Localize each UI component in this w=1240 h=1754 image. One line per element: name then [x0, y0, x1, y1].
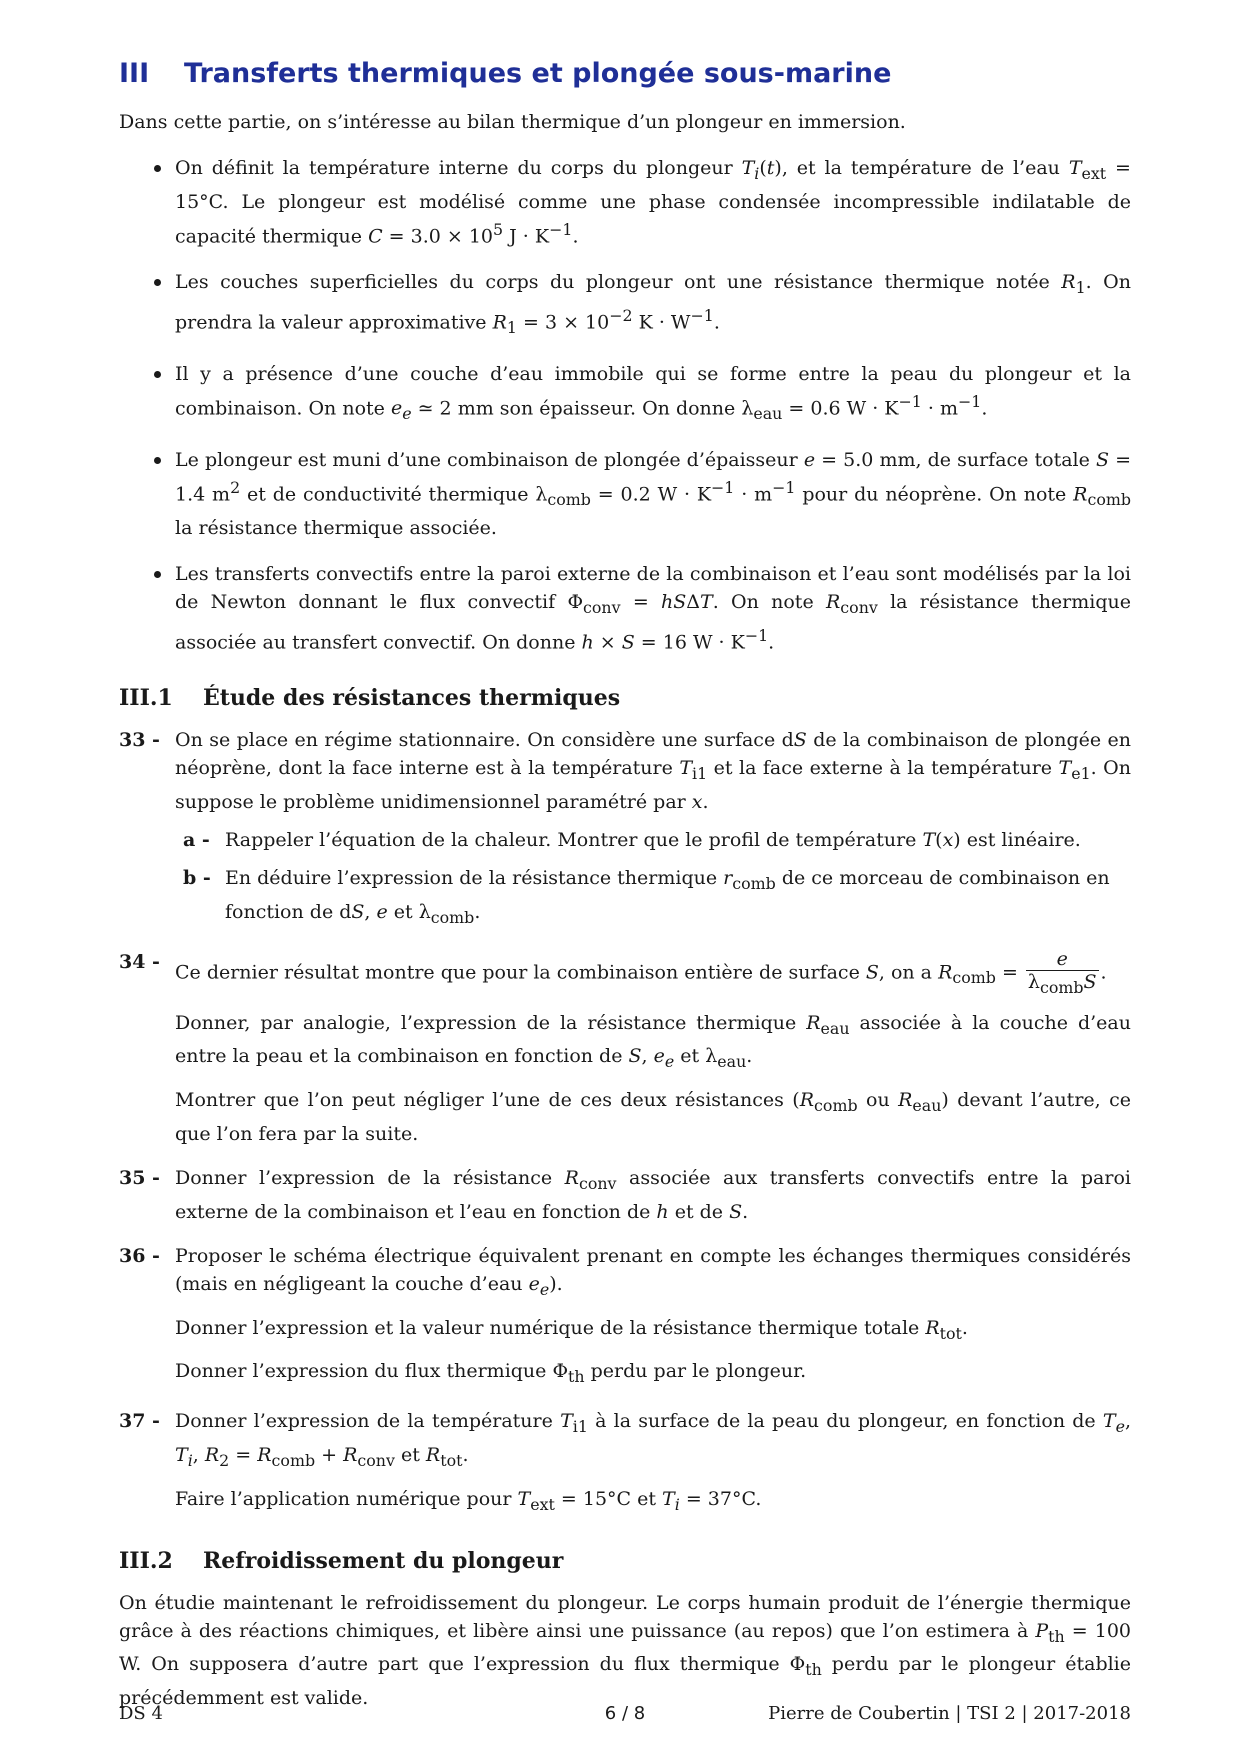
- list-item: Les couches superficielles du corps du plongeur ont une résistance thermique notée $R_1$. On prendra la valeur approximative $R_1 = 3 \times 10^{-2}$ $K \cdot W^{-1}$.: [119, 268, 1131, 342]
- list-item: Les transferts convectifs entre la paroi externe de la combinaison et l’eau sont modélisés par la loi de Newton donnant le flux convectif $\Phi_{conv} = hS\Delta T$. On note $R_{conv}$ la résistance thermique associée au transfert convectif. On donne h × S = 16 $W \cdot K^{-1}$.: [119, 560, 1131, 656]
- section-heading: [119, 54, 1131, 94]
- footer-left: DS 4: [119, 1703, 163, 1724]
- subsection-heading-1: III.1 Étude des résistances thermiques: [119, 685, 621, 712]
- footer-right: Pierre de Coubertin | TSI 2 | 2017-2018: [768, 1703, 1131, 1724]
- question-34: 34 - Ce dernier résultat montre que pour la combinaison entière de surface S, on a $R_{comb}$ = $\frac{e}{\lambda_{comb}S}$ . Donner, par analogie, l’expression de la résistance thermique $R_{eau}$ associée à la couche d’eau entre la peau et la combinaison en fonction de S, $e_e$ et $\lambda_{eau}$. Montrer que l’on peut négliger l’une de ces deux résistances ($R_{comb}$ ou $R_{eau}$) devant l’autre, ce que l’on fera par la suite.: [119, 947, 1131, 1145]
- list-item: Il y a présence d’une couche d’eau immobile qui se forme entre la peau du plongeur et la combinaison. On note $e_e$ ≃ 2 mm son épaisseur. On donne $\lambda_{eau} = 0.6$ $W \cdot K^{-1} \cdot m^{-1}$.: [119, 360, 1131, 428]
- question-36: 36 - Proposer le schéma électrique équivalent prenant en compte les échanges thermiques considérés (mais en négligeant la couche d’eau $e_e$). Donner l’expression et la valeur numérique de la résistance thermique totale $R_{tot}$. Donner l’expression du flux thermique $\Phi_{th}$ perdu par le plongeur.: [119, 1244, 1131, 1387]
- hypotheses-list: [119, 154, 1131, 656]
- section-title: Transferts thermiques et plongée sous-marine: [184, 58, 892, 89]
- question-33a: a - Rappeler l’équation de la chaleur. Montrer que le profil de température T(x) est linéaire.: [183, 829, 1081, 852]
- final-paragraph: On étudie maintenant le refroidissement du plongeur. Le corps humain produit de l’énergie thermique grâce à des réactions chimiques, et libère ainsi une puissance (au repos) que l’on estimera à $P_{th} = 100$ W. On supposera d’autre part que l’expression du flux thermique $\Phi_{th}$ perdu par le plongeur établie précédemment est valide.: [119, 1591, 1131, 1710]
- subsection-heading-2: III.2 Refroidissement du plongeur: [119, 1547, 564, 1574]
- question-33b: b - En déduire l’expression de la résistance thermique $r_{comb}$ de ce morceau de combinaison en fonction de dS, e et $\lambda_{comb}$.: [183, 867, 1110, 927]
- page-number: 6 / 8: [604, 1703, 646, 1724]
- question-35: 35 - Donner l’expression de la résistance $R_{conv}$ associée aux transferts convectifs entre la paroi externe de la combinaison et l’eau en fonction de h et de S.: [119, 1167, 1131, 1223]
- section-number: III: [119, 58, 150, 89]
- question-37: 37 - Donner l’expression de la température $T_{i1}$ à la surface de la peau du plongeur, en fonction de $T_e$, $T_i$, $R_2 = R_{comb} + R_{conv}$ et $R_{tot}$. Faire l’application numérique pour $T_{ext} = 15^\circ C$ et $T_i = 37^\circ C$.: [119, 1410, 1131, 1514]
- page-footer: [119, 1700, 1131, 1728]
- list-item: Le plongeur est muni d’une combinaison de plongée d’épaisseur e = 5.0 mm, de surface totale S = 1.4 $m^2$ et de conductivité thermique $\lambda_{comb} = 0.2$ $W \cdot K^{-1} \cdot m^{-1}$ pour du néoprène. On note $R_{comb}$ la résistance thermique associée.: [119, 446, 1131, 542]
- list-item: On définit la température interne du corps du plongeur $T_i(t)$, et la température de l’eau $T_{ext} = 15^\circ C$. Le plongeur est modélisé comme une phase condensée incompressible indilatable de capacité thermique $C = 3.0 \times 10^5$ $J \cdot K^{-1}$.: [119, 154, 1131, 250]
- question-33: 33 - On se place en régime stationnaire. On considère une surface dS de la combinaison de plongée en néoprène, dont la face interne est à la température $T_{i1}$ et la face externe à la température $T_{e1}$. On suppose le problème unidimensionnel paramétré par x. a - Rappeler l’équation de la chaleur. Montrer que le profil de température T(x) est linéaire. b - En déduire l’expression de la résistance thermique $r_{comb}$ de ce morceau de combinaison en fonction de dS, e et $\lambda_{comb}$.: [119, 726, 1131, 931]
- intro-paragraph: Dans cette partie, on s’intéresse au bilan thermique d’un plongeur en immersion.: [119, 111, 906, 133]
- document-page: [119, 54, 1131, 1722]
